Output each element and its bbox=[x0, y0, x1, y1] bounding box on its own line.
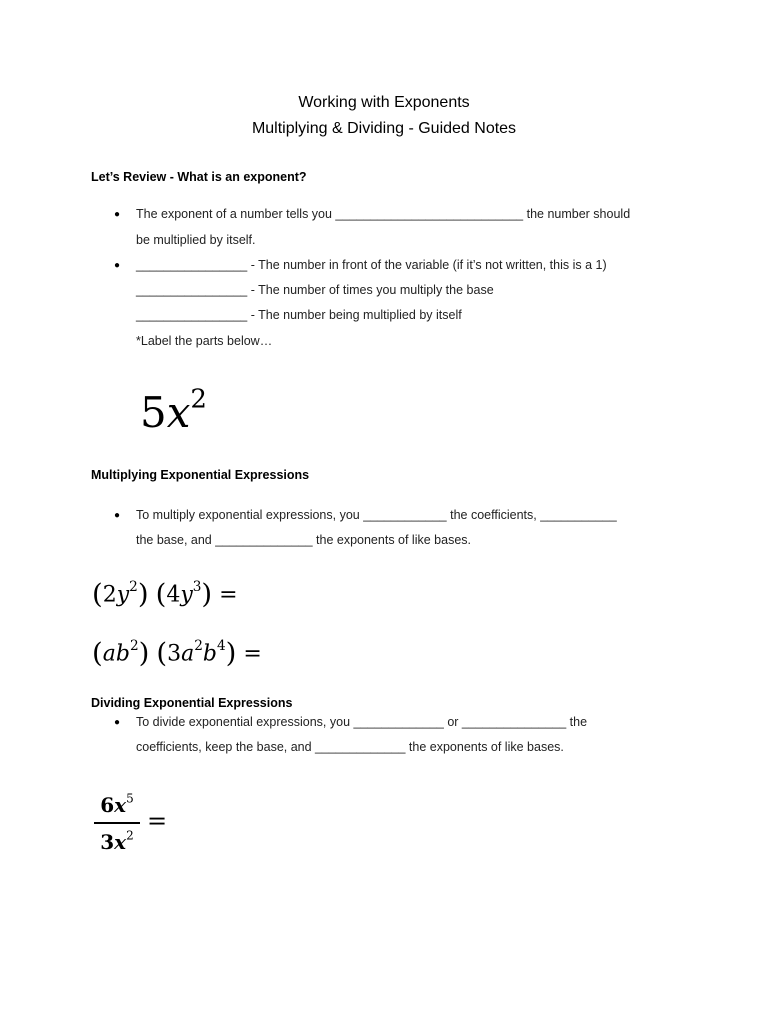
fraction-denominator: $3x^2$ bbox=[100, 827, 134, 854]
fraction-bar bbox=[94, 822, 140, 824]
review-heading: Let’s Review - What is an exponent? bbox=[91, 170, 307, 184]
divide-problem-fraction bbox=[94, 790, 140, 857]
divide-equals-sign: = bbox=[147, 807, 168, 835]
dividing-bullet-line1: To divide exponential expressions, you _____________ or _______________ the bbox=[136, 715, 588, 729]
review-exponent-definition: ________________ - The number of times you multiply the base bbox=[136, 283, 494, 297]
multiply-problem-2: $(ab^2) (3a^2b^4)$ = bbox=[92, 637, 262, 669]
multiply-problem-1: $(2y^2) (4y^3)$ = bbox=[92, 578, 238, 610]
label-parts-note: *Label the parts below… bbox=[136, 334, 273, 348]
review-coefficient-definition: ________________ - The number in front of the variable (if it’s not written, this is a 1) bbox=[136, 258, 607, 272]
example-base: x bbox=[166, 388, 191, 437]
dividing-heading: Dividing Exponential Expressions bbox=[91, 696, 293, 710]
review-base-definition: ________________ - The number being multiplied by itself bbox=[136, 308, 462, 322]
multiplying-heading: Multiplying Exponential Expressions bbox=[91, 468, 310, 482]
example-expression bbox=[140, 384, 207, 437]
bullet-icon: ● bbox=[114, 260, 121, 271]
multiplying-bullet-line2: the base, and ______________ the exponents of like bases. bbox=[136, 533, 471, 547]
example-exponent: 2 bbox=[190, 384, 207, 415]
review-bullet1-line1: The exponent of a number tells you ___________________________ the number should bbox=[136, 207, 631, 221]
bullet-icon: ● bbox=[114, 510, 121, 521]
page-title: Working with Exponents bbox=[298, 94, 470, 111]
page-subtitle: Multiplying & Dividing - Guided Notes bbox=[251, 120, 517, 137]
review-bullet1-line2: be multiplied by itself. bbox=[136, 233, 256, 247]
example-coefficient: 5 bbox=[140, 388, 167, 437]
bullet-icon: ● bbox=[114, 717, 121, 728]
dividing-bullet-line2: coefficients, keep the base, and _____________ the exponents of like bases. bbox=[136, 740, 564, 754]
multiplying-bullet-line1: To multiply exponential expressions, you ____________ the coefficients, ___________ bbox=[136, 508, 617, 522]
fraction-numerator: $6x^5$ bbox=[100, 791, 134, 817]
bullet-icon: ● bbox=[114, 209, 121, 220]
